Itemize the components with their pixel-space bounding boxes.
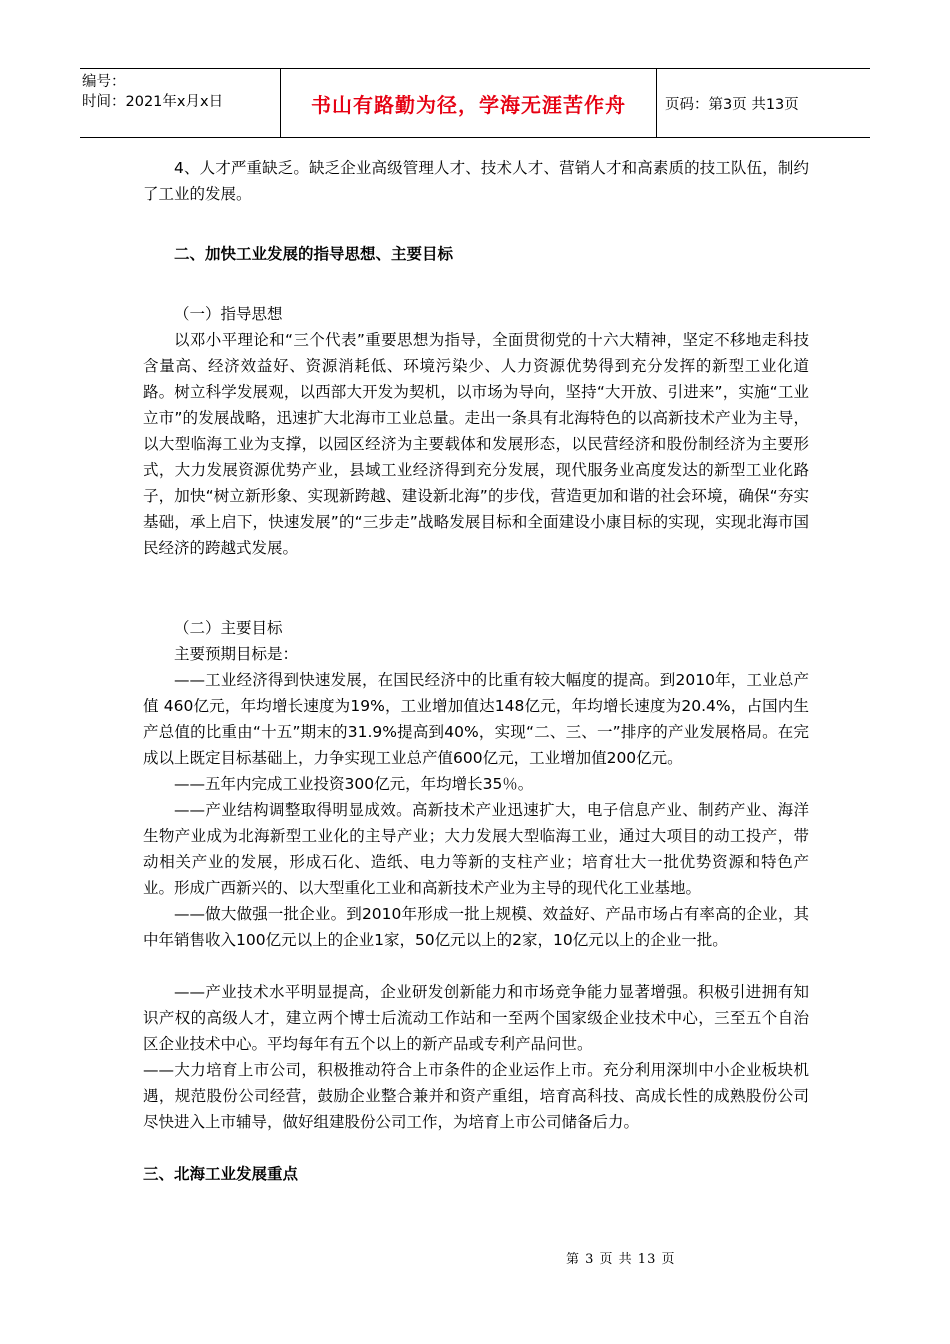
paragraph-talent-shortage: 4、人才严重缺乏。缺乏企业高级管理人才、技术人才、营销人才和高素质的技工队伍，制约了工业的发展。 <box>143 159 809 203</box>
document-body <box>143 155 809 1187</box>
paragraph-expected-goals: 主要预期目标是： <box>174 645 299 663</box>
subheading-main-goals: （二）主要目标 <box>174 619 283 637</box>
document-number-label: 编号： <box>82 74 126 90</box>
paragraph-goal-structure: ——产业结构调整取得明显成效。高新技术产业迅速扩大，电子信息产业、制药产业、海洋生物产业成为北海新型工业化的主导产业；大力发展大型临海工业，通过大项目的动工投产，带动相关产业的发展，形成石化、造纸、电力等新的支柱产业；培育壮大一批优势资源和特色产业。形成广西新兴的、以大型重化工业和高新技术产业为主导的现代化工业基地。 <box>143 801 809 897</box>
document-date-label: 时间：2021年x月x日 <box>82 94 224 110</box>
header-page-cell <box>657 69 870 137</box>
page-footer: 第 3 页 共 13 页 <box>566 1252 676 1267</box>
document-header <box>80 68 870 138</box>
paragraph-goal-industrial-growth: ——工业经济得到快速发展，在国民经济中的比重有较大幅度的提高。到2010年，工业总产值 460亿元，年均增长速度为19%，工业增加值达148亿元，年均增长速度为20.4%，占国内生产总值的比重由“十五”期末的31.9%提高到40%，实现“二、三、一”排序的产业发展格局。在完成以上既定目标基础上，力争实现工业总产值600亿元，工业增加值200亿元。 <box>143 671 809 767</box>
paragraph-goal-listing: ——大力培育上市公司，积极推动符合上市条件的企业运作上市。充分利用深圳中小企业板块机遇，规范股份公司经营，鼓励企业整合兼并和资产重组，培育高科技、高成长性的成熟股份公司尽快进入上市辅导，做好组建股份公司工作，为培育上市公司储备后力。 <box>143 1061 809 1131</box>
paragraph-goal-technology: ——产业技术水平明显提高，企业研发创新能力和市场竞争能力显著增强。积极引进拥有知识产权的高级人才，建立两个博士后流动工作站和一至两个国家级企业技术中心，三至五个自治区企业技术中心。平均每年有五个以上的新产品或专利产品问世。 <box>143 983 809 1053</box>
header-meta-cell <box>80 69 281 137</box>
section-heading-2: 二、加快工业发展的指导思想、主要目标 <box>174 245 454 263</box>
subheading-guiding-ideology: （一）指导思想 <box>174 305 283 323</box>
header-motto-cell <box>281 69 657 137</box>
paragraph-guiding-ideology: 以邓小平理论和“三个代表”重要思想为指导，全面贯彻党的十六大精神，坚定不移地走科技含量高、经济效益好、资源消耗低、环境污染少、人力资源优势得到充分发挥的新型工业化道路。树立科学发展观，以西部大开发为契机，以市场为导向，坚持“大开放、引进来”，实施“工业立市”的发展战略，迅速扩大北海市工业总量。走出一条具有北海特色的以高新技术产业为主导，以大型临海工业为支撑，以园区经济为主要载体和发展形态，以民营经济和股份制经济为主要形式，大力发展资源优势产业，县域工业经济得到充分发展，现代服务业高度发达的新型工业化路子，加快“树立新形象、实现新跨越、建设新北海”的步伐，营造更加和谐的社会环境，确保“夯实基础，承上启下，快速发展”的“三步走”战略发展目标和全面建设小康目标的实现，实现北海市国民经济的跨越式发展。 <box>143 331 809 557</box>
section-heading-3: 三、北海工业发展重点 <box>143 1165 299 1183</box>
paragraph-goal-investment: ——五年内完成工业投资300亿元，年均增长35％。 <box>174 775 534 793</box>
paragraph-goal-enterprises: ——做大做强一批企业。到2010年形成一批上规模、效益好、产品市场占有率高的企业，其中年销售收入100亿元以上的企业1家，50亿元以上的2家，10亿元以上的企业一批。 <box>143 905 809 949</box>
header-motto: 书山有路勤为径，学海无涯苦作舟 <box>311 92 626 117</box>
header-page-label: 页码：第3页 共13页 <box>665 96 799 113</box>
